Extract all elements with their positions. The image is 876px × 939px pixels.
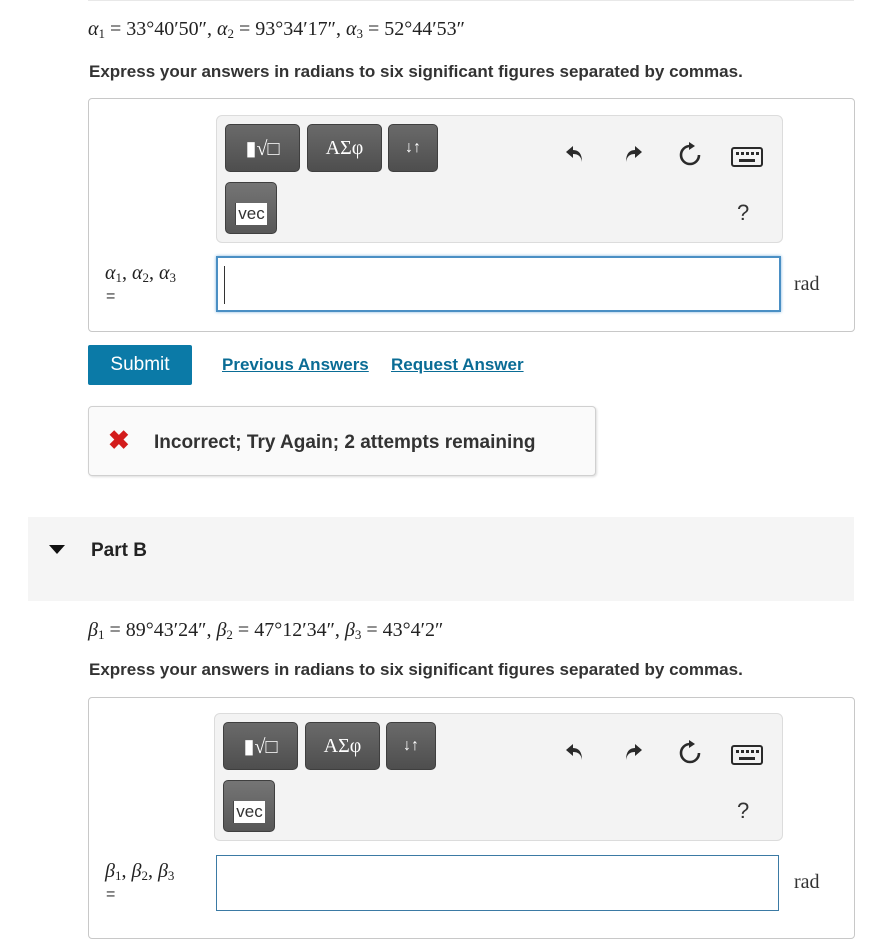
equals-sign: = <box>106 886 116 903</box>
keyboard-icon[interactable] <box>730 146 764 168</box>
redo-icon[interactable] <box>619 738 647 766</box>
previous-answers-link[interactable]: Previous Answers <box>222 355 369 374</box>
text-caret <box>224 266 225 304</box>
reset-icon[interactable] <box>675 140 705 170</box>
math-toolbar-b <box>214 713 783 841</box>
templates-button[interactable] <box>223 722 298 770</box>
vec-label: vec <box>233 801 264 823</box>
instruction-text-b: Express your answers in radians to six significant figures separated by commas. <box>89 660 743 679</box>
redo-icon[interactable] <box>619 140 647 168</box>
undo-icon[interactable] <box>561 140 589 168</box>
vec-button[interactable] <box>225 182 277 234</box>
incorrect-x-icon: ✖ <box>108 425 130 455</box>
instruction-text: Express your answers in radians to six significant figures separated by commas. <box>89 62 743 81</box>
answer-input-b[interactable] <box>216 855 779 911</box>
feedback-message: Incorrect; Try Again; 2 attempts remaining <box>154 432 536 453</box>
greek-symbols-button[interactable]: ΑΣφ <box>305 722 380 770</box>
given-beta-values: $\beta_1 = 89^\circ 43'24''$, $\beta_2 = 47^\circ 12'34''$, $\beta_3 = 43^\circ 4'2''$ <box>88 619 444 642</box>
arrows-button[interactable]: ↓↑ <box>388 124 438 172</box>
unit-label: rad <box>794 871 820 893</box>
part-b-header[interactable] <box>28 517 854 601</box>
math-toolbar-a <box>216 115 783 243</box>
keyboard-icon[interactable] <box>730 744 764 766</box>
request-answer-link[interactable]: Request Answer <box>391 355 524 374</box>
caret-down-icon <box>49 545 65 554</box>
unit-label: rad <box>794 273 820 295</box>
top-divider <box>88 0 854 1</box>
templates-icon: ▮√□ <box>245 137 280 160</box>
feedback-box <box>88 406 596 476</box>
undo-icon[interactable] <box>561 738 589 766</box>
answer-label-beta: $\beta_1$, $\beta_2$, $\beta_3$ <box>105 860 175 883</box>
submit-button[interactable]: Submit <box>88 345 192 385</box>
answer-label-alpha: $\alpha_1$, $\alpha_2$, $\alpha_3$ <box>105 262 176 285</box>
arrows-button[interactable]: ↓↑ <box>386 722 436 770</box>
answer-input-a[interactable] <box>216 256 781 312</box>
help-button[interactable]: ? <box>737 798 750 823</box>
greek-symbols-button[interactable]: ΑΣφ <box>307 124 382 172</box>
templates-button[interactable] <box>225 124 300 172</box>
reset-icon[interactable] <box>675 738 705 768</box>
vec-button[interactable] <box>223 780 275 832</box>
vec-label: vec <box>235 203 266 225</box>
part-b-title: Part B <box>91 540 147 561</box>
templates-icon: ▮√□ <box>243 735 278 758</box>
help-button[interactable]: ? <box>737 200 750 225</box>
equals-sign: = <box>106 288 116 305</box>
given-alpha-values: $\alpha_1 = 33^\circ 40'50''$, $\alpha_2 = 93^\circ 34'17''$, $\alpha_3 = 52^\circ 44'53''$ <box>88 18 465 41</box>
